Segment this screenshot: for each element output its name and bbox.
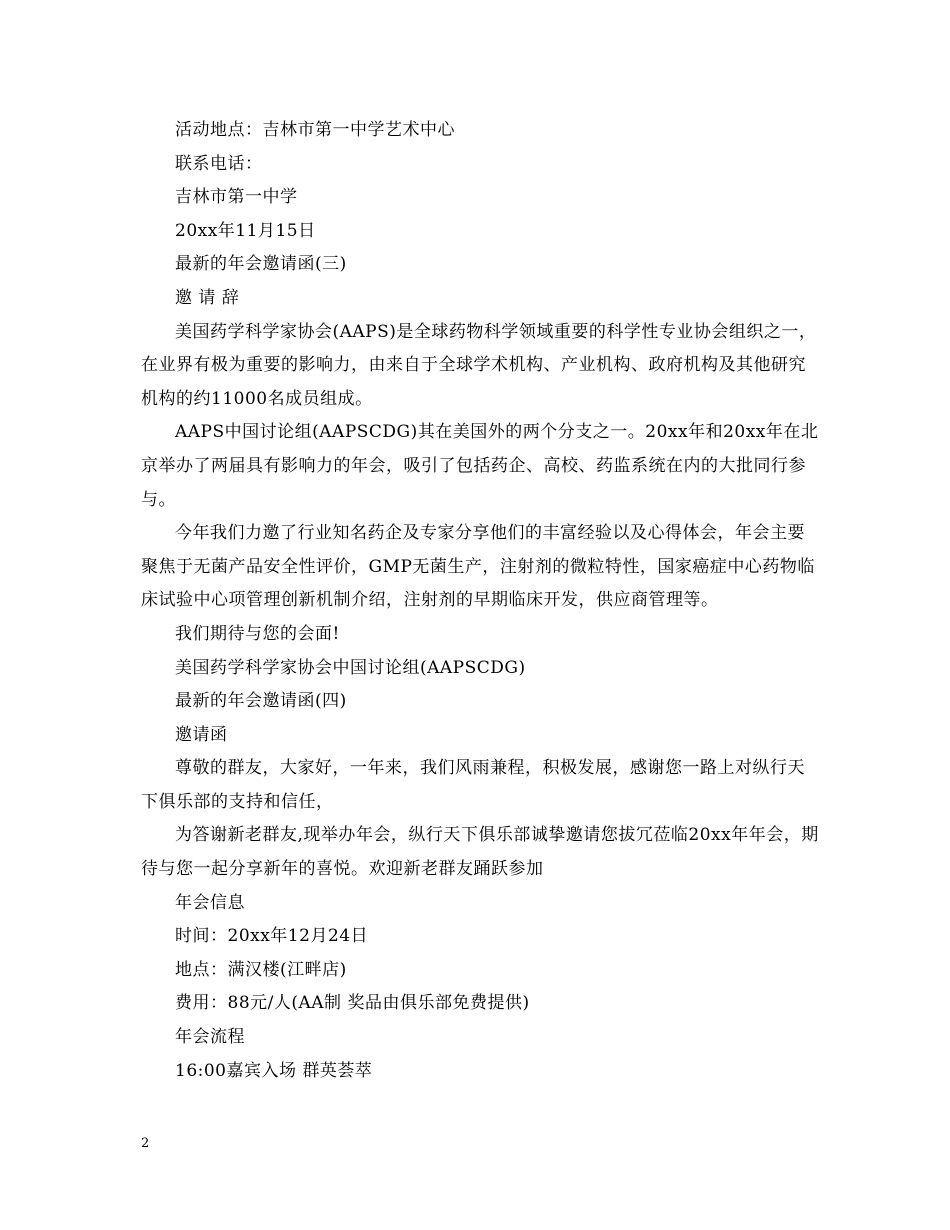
paragraph-event-place: 地点：满汉楼(江畔店) — [175, 959, 347, 980]
invitation-title: 邀 请 辞 — [175, 287, 240, 308]
paragraph-location: 活动地点：吉林市第一中学艺术中心 — [175, 120, 455, 140]
paragraph-event-fee: 费用：88元/人(AA制 奖品由俱乐部免费提供) — [175, 993, 530, 1014]
paragraph-invite: 为答谢新老群友,现举办年会，纵行天下俱乐部诚挚邀请您拔冗莅临20xx年年会，期待与您一起分享新年的喜悦。欢迎新老群友踊跃参加 — [141, 825, 819, 880]
paragraph-event-info-heading: 年会信息 — [175, 892, 245, 913]
page-number: 2 — [141, 1136, 150, 1151]
paragraph-agenda-topics: 今年我们力邀了行业知名药企及专家分享他们的丰富经验以及心得体会，年会主要聚焦于无菌产品安全性评价，GMP无菌生产，注射剂的微粒特性，国家癌症中心药物临床试验中心项管理创新机制介绍，注射剂的早期临床开发，供应商管理等。 — [141, 523, 815, 611]
paragraph-schedule-item: 16:00嘉宾入场 群英荟萃 — [175, 1060, 373, 1081]
paragraph-schedule-heading: 年会流程 — [175, 1027, 245, 1048]
document-body — [141, 114, 821, 1088]
invitation-heading: 邀请函 — [175, 724, 228, 745]
paragraph-greeting: 尊敬的群友，大家好，一年来，我们风雨兼程，积极发展，感谢您一路上对纵行天下俱乐部的支持和信任， — [141, 758, 805, 812]
paragraph-phone: 联系电话： — [175, 153, 263, 174]
paragraph-aapscdg: AAPS中国讨论组(AAPSCDG)其在美国外的两个分支之一。20xx年和20xx年在北京举办了两届具有影响力的年会，吸引了包括药企、高校、药监系统在内的大批同行参与。 — [141, 422, 819, 510]
paragraph-signature: 美国药学科学家协会中国讨论组(AAPSCDG) — [175, 657, 526, 678]
paragraph-closing: 我们期待与您的会面! — [175, 623, 340, 644]
section-heading-four: 最新的年会邀请函(四) — [175, 691, 347, 712]
paragraph-aaps-intro: 美国药学科学家协会(AAPS)是全球药物科学领域重要的科学性专业协会组织之一，在业界有极为重要的影响力，由来自于全球学术机构、产业机构、政府机构及其他研究机构的约11000名成员组成。 — [141, 321, 817, 409]
paragraph-event-time: 时间：20xx年12月24日 — [175, 926, 369, 947]
paragraph-school: 吉林市第一中学 — [175, 187, 298, 208]
paragraph-date: 20xx年11月15日 — [175, 220, 316, 241]
section-heading-three: 最新的年会邀请函(三) — [175, 254, 347, 275]
